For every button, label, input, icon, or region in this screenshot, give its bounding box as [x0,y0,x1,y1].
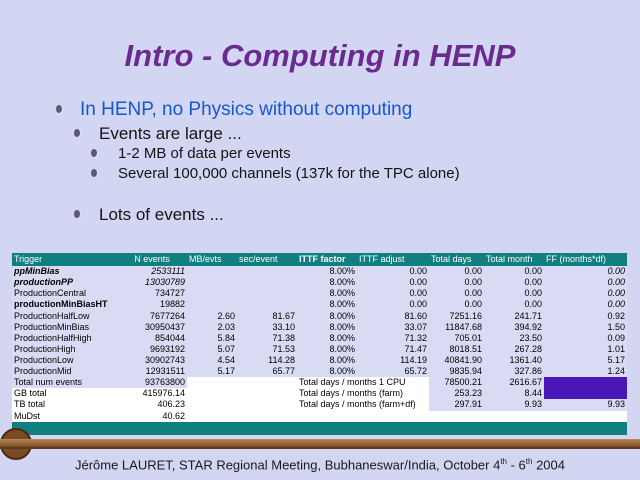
highlight-cell [544,377,627,388]
label-cell: Total days / months (farm+df) [297,399,429,410]
value-cell [237,277,297,288]
trigger-cell: ProductionHigh [12,344,117,355]
bullet-dot-icon [91,169,97,177]
value-cell: 2533111 [117,266,187,277]
value-cell: 0.00 [544,288,627,299]
table-row [12,288,627,299]
trigger-cell: productionPP [12,277,117,288]
slide-title: Intro - Computing in HENP [124,38,516,73]
value-cell: 267.28 [484,344,544,355]
value-cell: 65.72 [357,366,429,377]
value-cell: 0.92 [544,311,627,322]
table-row [12,311,627,322]
value-cell: 0.00 [429,277,484,288]
value-cell: 8.00% [297,344,357,355]
value-cell: 71.53 [237,344,297,355]
label-cell: Total days / months 1 CPU [297,377,429,388]
value-cell: 8.00% [297,311,357,322]
value-cell: 1361.40 [484,355,544,366]
value-cell: 7677264 [117,311,187,322]
trigger-cell: ProductionHalfHigh [12,333,117,344]
bullet-dot-icon [74,210,80,218]
bullet-text: Events are large ... [99,124,242,143]
table-footer-row [12,422,627,435]
value-cell: 93763800 [117,377,187,388]
value-cell: 8.00% [297,366,357,377]
value-cell [187,277,237,288]
header-cell: ITTF factor [299,254,346,265]
bullet-level3 [118,165,460,182]
trigger-cell: ProductionMinBias [12,322,117,333]
value-cell: 13030789 [117,277,187,288]
value-cell: 30902743 [117,355,187,366]
value-cell: 9693192 [117,344,187,355]
table-row [12,366,627,377]
value-cell: 241.71 [484,311,544,322]
value-cell: 23.50 [484,333,544,344]
bullet-dot-icon [74,129,80,137]
table-row [12,322,627,333]
value-cell: 705.01 [429,333,484,344]
value-cell: 81.60 [357,311,429,322]
computing-table [12,253,627,435]
value-cell [187,288,237,299]
label-cell: Total num events [12,377,117,388]
bullet-text: In HENP, no Physics without computing [80,99,413,120]
value-cell: 12931511 [117,366,187,377]
label-cell: TB total [12,399,117,410]
value-cell: 8.00% [297,322,357,333]
header-cell: N events [134,254,170,265]
value-cell: 30950437 [117,322,187,333]
bullet-text: Lots of events ... [99,205,224,224]
table-row [12,266,627,277]
value-cell [237,300,297,311]
value-cell: 71.47 [357,344,429,355]
table-row [12,388,627,399]
value-cell: 297.91 [429,399,484,410]
value-cell: 0.00 [357,266,429,277]
value-cell: 8.00% [297,355,357,366]
value-cell: 415976.14 [117,388,187,399]
value-cell: 327.86 [484,366,544,377]
table-row [12,399,627,410]
bullet-dot-icon [91,149,97,157]
value-cell: 0.00 [357,300,429,311]
table-row [12,277,627,288]
table-row [12,300,627,311]
value-cell: 5.17 [544,355,627,366]
header-cell: Trigger [14,254,43,265]
value-cell: 4.54 [187,355,237,366]
value-cell: 2.03 [187,322,237,333]
value-cell: 1.24 [544,366,627,377]
bullet-text: 1-2 MB of data per events [118,145,291,162]
value-cell: 9835.94 [429,366,484,377]
slide-footer: Jérôme LAURET, STAR Regional Meeting, Bubhaneswar/India, October 4th - 6th 2004 [74,457,566,473]
value-cell: 78500.21 [429,377,484,388]
bullet-level1 [80,99,412,121]
value-cell: 5.84 [187,333,237,344]
value-cell: 0.00 [357,277,429,288]
value-cell: 19882 [117,300,187,311]
value-cell [237,288,297,299]
value-cell: 0.00 [429,300,484,311]
trigger-cell: productionMinBiasHT [12,300,117,311]
label-cell: Total days / months (farm) [297,388,429,399]
table-row [12,355,627,366]
value-cell: 33.10 [237,322,297,333]
label-cell: MuDst [12,411,117,422]
value-cell: 0.09 [544,333,627,344]
table-row [12,377,627,388]
value-cell [187,266,237,277]
value-cell: 40.62 [117,411,187,422]
value-cell: 8.00% [297,300,357,311]
value-cell: 33.07 [357,322,429,333]
bullet-text: Several 100,000 channels (137k for the TPC alone) [118,165,460,182]
value-cell: 394.92 [484,322,544,333]
value-cell [237,266,297,277]
value-cell: 0.00 [429,288,484,299]
value-cell: 7251.16 [429,311,484,322]
value-cell: 0.00 [484,277,544,288]
value-cell: 1.01 [544,344,627,355]
value-cell: 8.00% [297,277,357,288]
value-cell: 0.00 [357,288,429,299]
bullet-dot-icon [56,105,62,113]
value-cell: 65.77 [237,366,297,377]
table-header-row [12,253,627,266]
value-cell: 253.23 [429,388,484,399]
value-cell: 2.60 [187,311,237,322]
header-cell: FF (months*df) [546,254,607,265]
bullet-level2 [99,205,224,225]
decorative-rail [0,439,640,447]
value-cell: 1.50 [544,322,627,333]
trigger-cell: ProductionHalfLow [12,311,117,322]
value-cell: 0.00 [544,266,627,277]
value-cell: 0.00 [544,300,627,311]
value-cell: 8.44 [484,388,544,399]
value-cell: 8.00% [297,288,357,299]
value-cell: 734727 [117,288,187,299]
value-cell [187,300,237,311]
highlight-cell [544,388,627,399]
value-cell: 406.23 [117,399,187,410]
value-cell: 9.93 [484,399,544,410]
value-cell: 8.00% [297,266,357,277]
bullet-level2 [99,124,242,144]
trigger-cell: ProductionLow [12,355,117,366]
header-cell: sec/event [239,254,278,265]
header-cell: Total month [486,254,533,265]
trigger-cell: ProductionMid [12,366,117,377]
value-cell: 8.00% [297,333,357,344]
table-row [12,333,627,344]
value-cell: 0.00 [544,277,627,288]
header-cell: Total days [431,254,472,265]
value-cell: 71.32 [357,333,429,344]
value-cell: 114.19 [357,355,429,366]
label-cell: GB total [12,388,117,399]
value-cell: 71.38 [237,333,297,344]
value-cell: 114.28 [237,355,297,366]
value-cell: 5.17 [187,366,237,377]
bullet-level3 [118,145,291,162]
value-cell: 0.00 [429,266,484,277]
table-row [12,411,627,422]
value-cell: 5.07 [187,344,237,355]
value-cell: 9.93 [544,399,627,410]
value-cell: 0.00 [484,288,544,299]
value-cell: 0.00 [484,266,544,277]
value-cell: 8018.51 [429,344,484,355]
value-cell: 11847.68 [429,322,484,333]
value-cell: 854044 [117,333,187,344]
header-cell: ITTF adjust [359,254,405,265]
header-cell: MB/evts [189,254,222,265]
table-row [12,344,627,355]
value-cell: 40841.90 [429,355,484,366]
value-cell: 0.00 [484,300,544,311]
value-cell: 2616.67 [484,377,544,388]
value-cell: 81.67 [237,311,297,322]
trigger-cell: ProductionCentral [12,288,117,299]
trigger-cell: ppMinBias [12,266,117,277]
